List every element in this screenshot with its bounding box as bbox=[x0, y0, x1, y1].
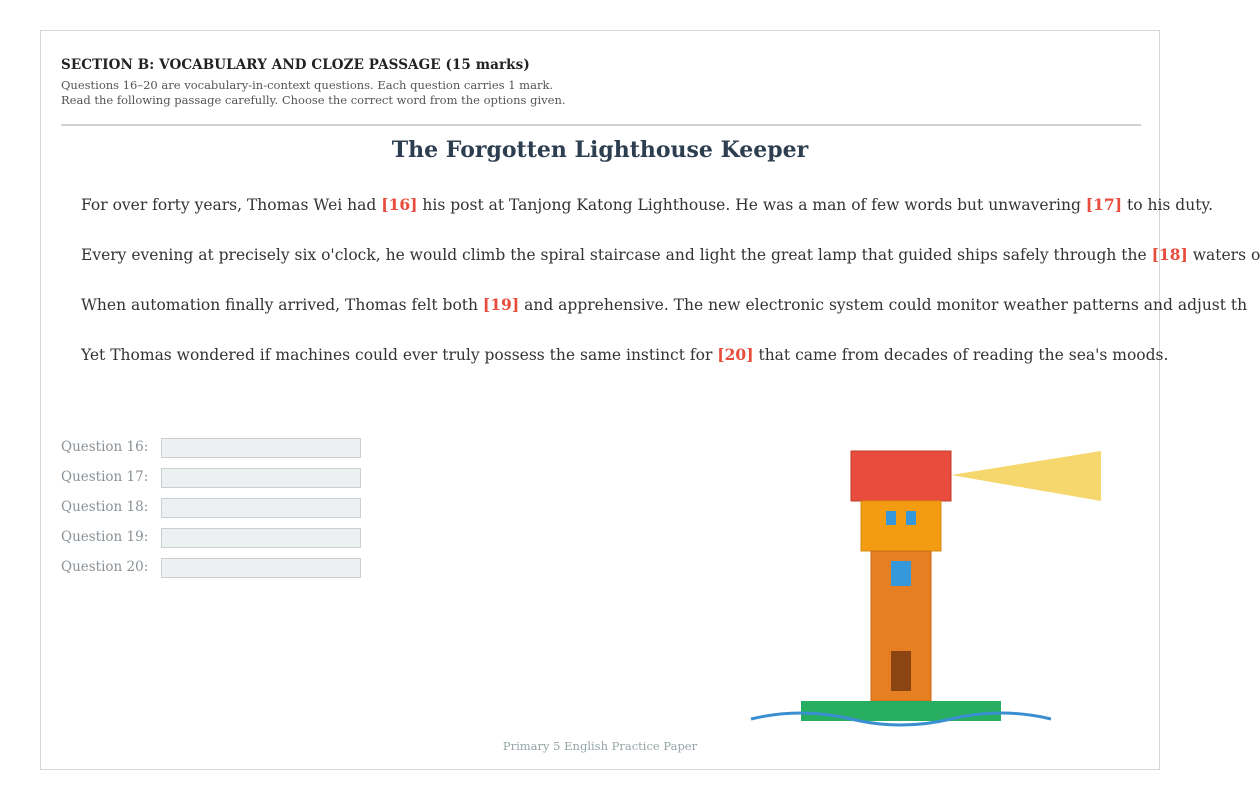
blank-17: [17] bbox=[1085, 195, 1123, 214]
gallery bbox=[861, 501, 941, 551]
gallery-window-left bbox=[886, 511, 896, 525]
blank-16: [16] bbox=[381, 195, 418, 214]
instruction-line-2: Read the following passage carefully. Choose the correct word from the options given. bbox=[61, 93, 566, 107]
exam-paper bbox=[40, 30, 1260, 770]
footer: Primary 5 English Practice Paper bbox=[502, 739, 698, 753]
paragraph-text: waters o bbox=[1187, 246, 1260, 264]
question-label: Question 19: bbox=[61, 529, 149, 545]
question-label: Question 17: bbox=[61, 469, 149, 485]
question-label: Question 18: bbox=[61, 499, 149, 515]
paragraph-text: When automation finally arrived, Thomas felt both bbox=[81, 296, 483, 314]
gallery-window-right bbox=[906, 511, 916, 525]
paragraph-text: to his duty. bbox=[1122, 196, 1214, 214]
question-label: Question 20: bbox=[61, 559, 149, 575]
section-title: SECTION B: VOCABULARY AND CLOZE PASSAGE (15 marks) bbox=[61, 57, 530, 73]
paragraph-text: For over forty years, Thomas Wei had bbox=[81, 196, 382, 214]
passage-title: The Forgotten Lighthouse Keeper bbox=[391, 137, 809, 163]
question-label: Question 16: bbox=[61, 439, 149, 455]
light-beam bbox=[951, 451, 1101, 501]
instruction-line-1: Questions 16–20 are vocabulary-in-context questions. Each question carries 1 mark. bbox=[61, 78, 554, 92]
paragraph-text: Yet Thomas wondered if machines could ever truly possess the same instinct for bbox=[81, 346, 718, 364]
blank-18: [18] bbox=[1151, 245, 1188, 264]
lamp-room bbox=[851, 451, 951, 501]
blank-20: [20] bbox=[717, 345, 754, 364]
paragraph-text: Every evening at precisely six o'clock, he would climb the spiral staircase and light the great lamp that guided ships safely through the bbox=[81, 246, 1152, 264]
tower-window bbox=[891, 561, 911, 586]
paragraph-text: and apprehensive. The new electronic system could monitor weather patterns and adjust th bbox=[519, 296, 1248, 314]
tower-door bbox=[891, 651, 911, 691]
paragraph-text: his post at Tanjong Katong Lighthouse. He was a man of few words but unwavering bbox=[417, 196, 1086, 214]
island-base bbox=[801, 701, 1001, 721]
blank-19: [19] bbox=[482, 295, 520, 314]
paragraph-text: that came from decades of reading the sea's moods. bbox=[753, 346, 1169, 364]
lighthouse-illustration bbox=[41, 31, 1159, 769]
